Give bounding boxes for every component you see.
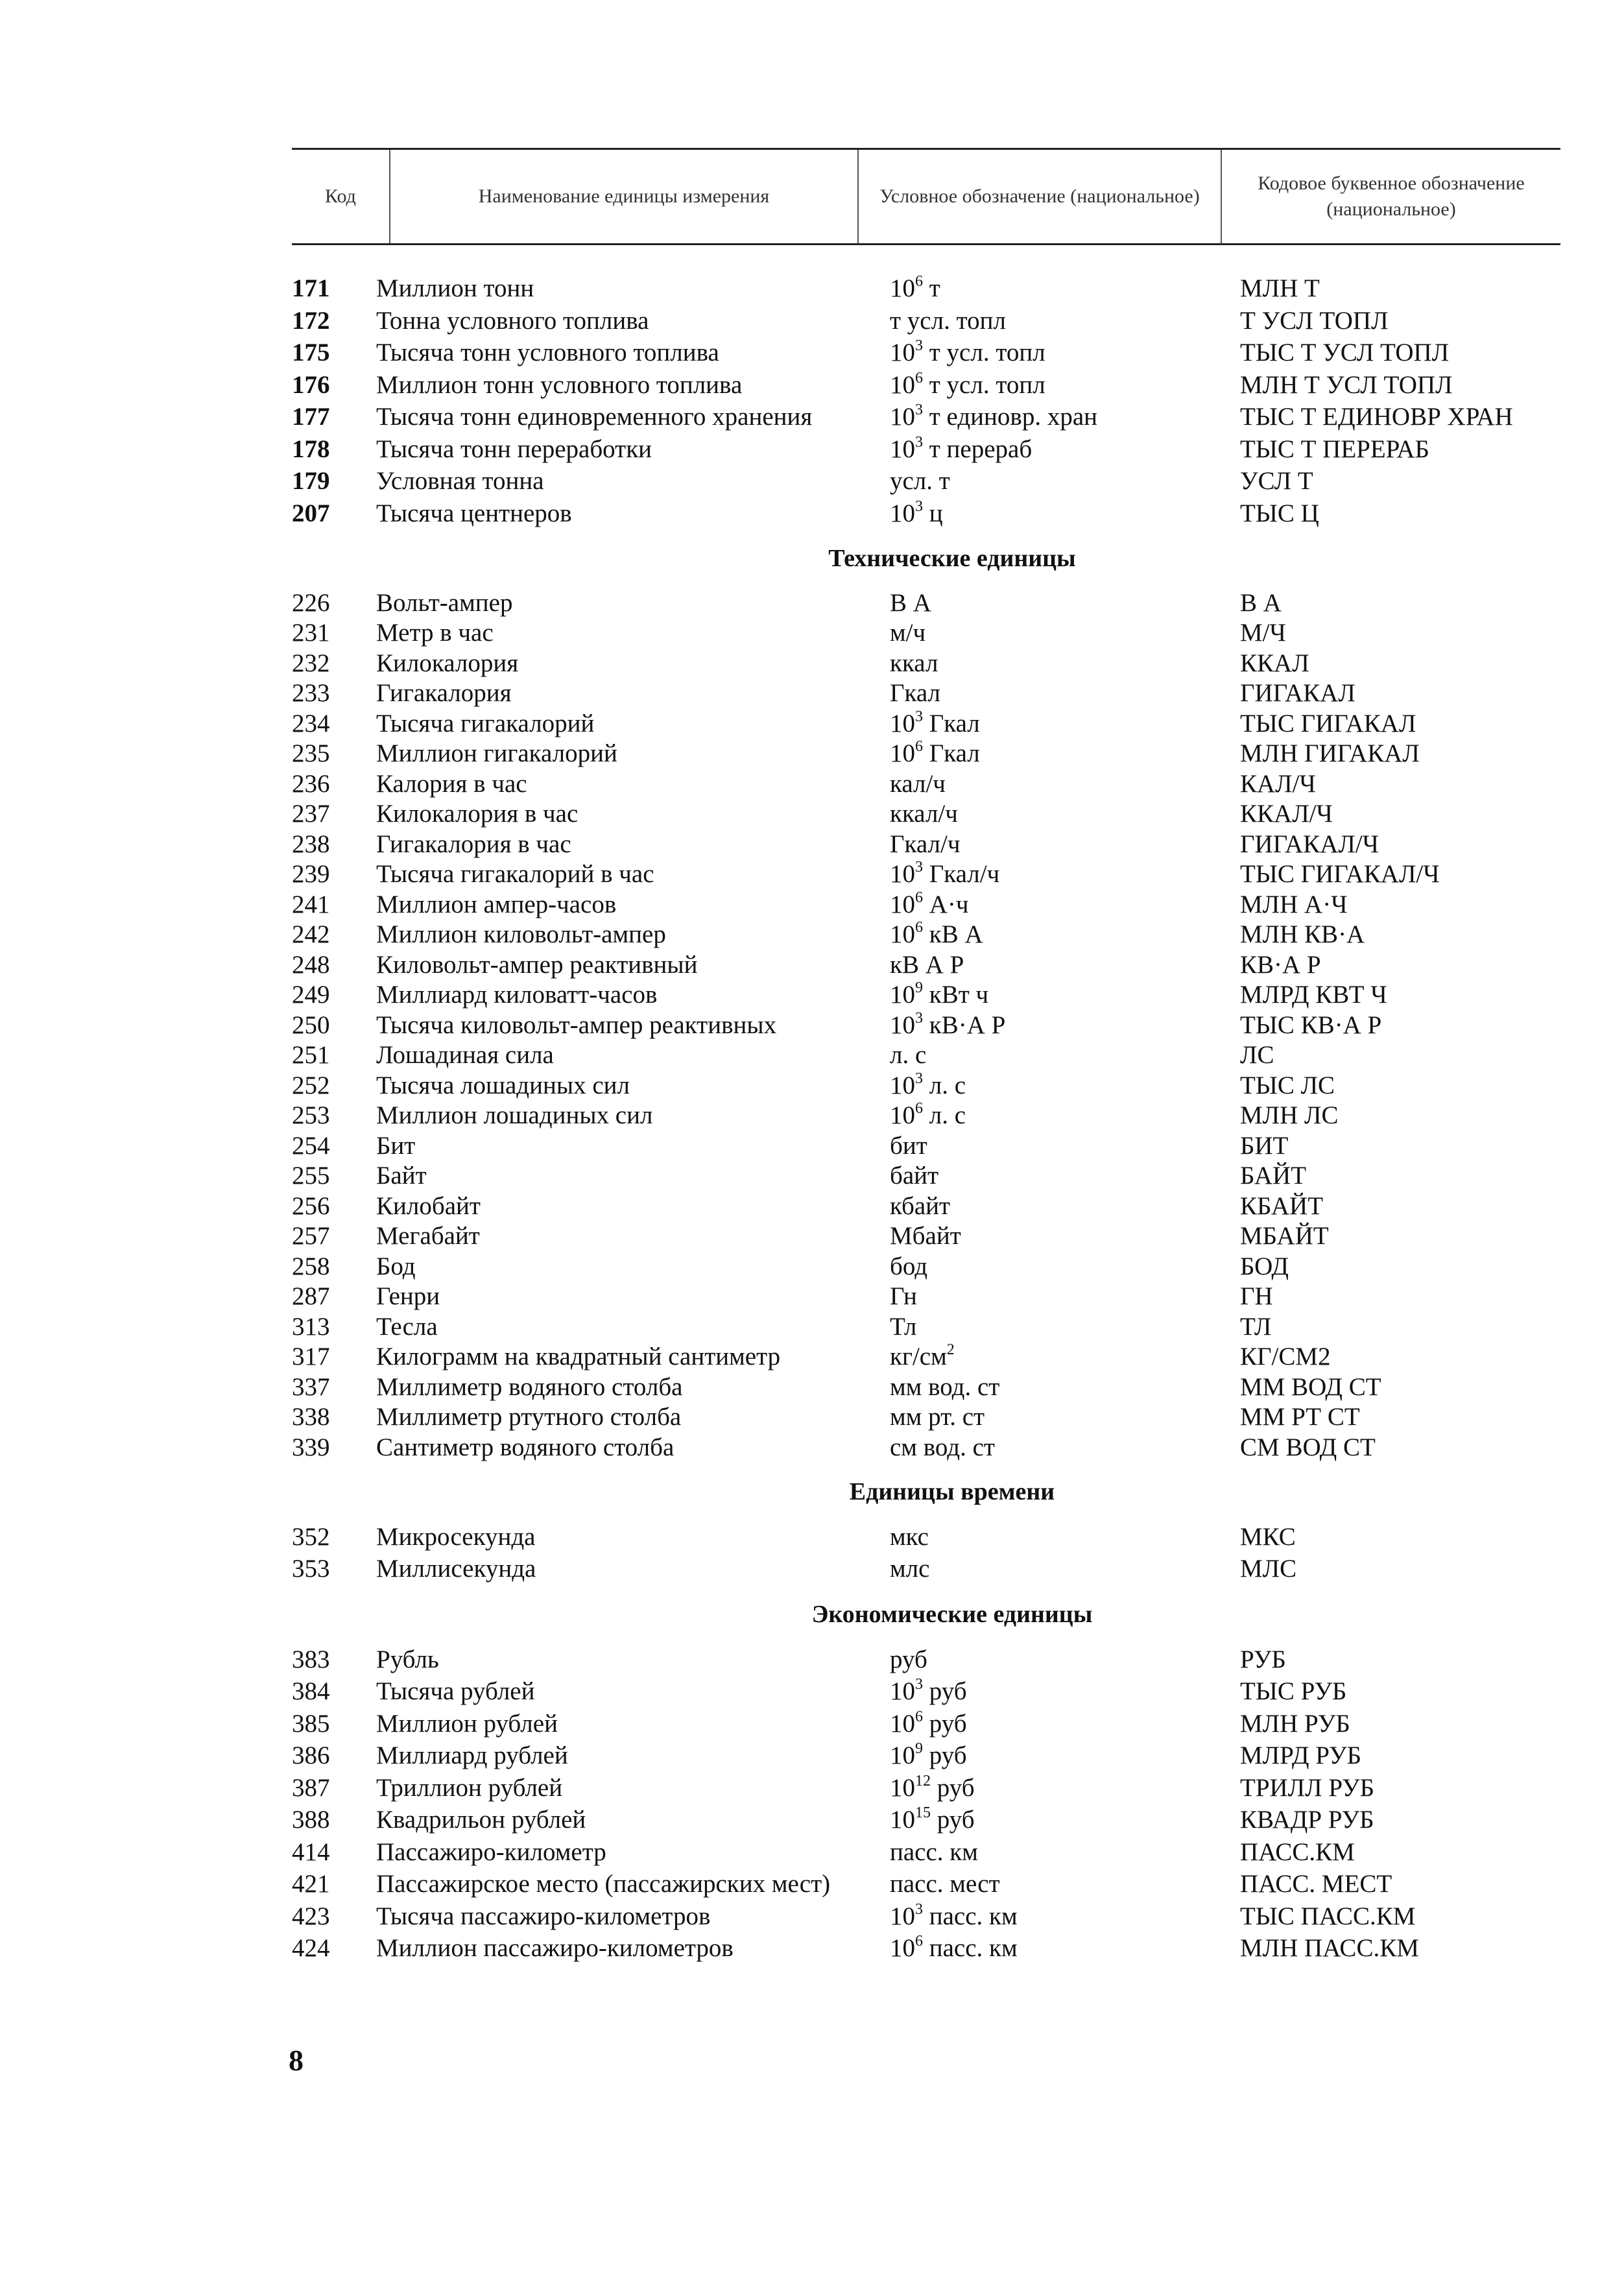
row-symbol: $10^6$ Гкал [890, 738, 980, 768]
header-name: Наименование единицы измерения [389, 150, 857, 243]
table-row [292, 1101, 1560, 1131]
row-code: 239 [292, 860, 330, 889]
row-symbol: Гн [890, 1282, 917, 1311]
header-code: Код [325, 185, 356, 207]
table-row [292, 1372, 1560, 1402]
row-unit-name: Тысяча пассажиро-километров [376, 1902, 711, 1930]
row-code: 385 [292, 1709, 330, 1738]
table-row [292, 1282, 1560, 1312]
row-letter-code: КБАЙТ [1240, 1191, 1324, 1220]
row-unit-name: Тысяча киловольт-ампер реактивных [376, 1011, 777, 1039]
row-symbol: $10^3$ кВ·А Р [890, 1009, 1006, 1039]
row-code: 236 [292, 769, 330, 798]
row-unit-name: Байт [376, 1162, 427, 1190]
row-letter-code: МЛН Т УСЛ ТОПЛ [1240, 370, 1453, 399]
group-mass-units [292, 272, 1560, 529]
row-code: 234 [292, 709, 330, 737]
row-code: 172 [292, 306, 330, 335]
section-heading-economic: Экономические единицы [811, 1600, 1093, 1628]
row-symbol: пасс. км [890, 1837, 978, 1866]
row-unit-name: Тысяча тонн переработки [376, 435, 652, 463]
row-symbol: $10^6$ руб [890, 1708, 967, 1738]
table-row [292, 401, 1560, 433]
row-code: 207 [292, 499, 330, 527]
row-unit-name: Тонна условного топлива [376, 306, 649, 335]
row-code: 171 [292, 274, 330, 303]
row-symbol: кВ А Р [890, 950, 964, 979]
row-code: 237 [292, 800, 330, 828]
row-letter-code: ТЛ [1240, 1312, 1272, 1341]
row-unit-name: Миллион тонн [376, 274, 534, 303]
row-unit-name: Генри [376, 1282, 440, 1311]
table-body [292, 272, 1560, 1965]
row-unit-name: Килокалория [376, 649, 519, 677]
row-symbol: Тл [890, 1312, 917, 1341]
page-number: 8 [289, 2044, 304, 2077]
row-letter-code: ММ РТ СТ [1240, 1403, 1360, 1431]
row-symbol: руб [890, 1645, 927, 1673]
row-code: 178 [292, 435, 330, 463]
row-symbol: $10^9$ руб [890, 1740, 967, 1770]
row-unit-name: Гигакалория [376, 679, 512, 708]
row-symbol: $10^6$ т усл. топл [890, 369, 1045, 399]
row-letter-code: ТЫС Т ЕДИНОВР ХРАН [1240, 403, 1513, 431]
row-unit-name: Миллион тонн условного топлива [376, 370, 743, 399]
row-letter-code: МБАЙТ [1240, 1222, 1329, 1250]
table-row [292, 1772, 1560, 1804]
row-unit-name: Миллиард рублей [376, 1741, 568, 1770]
table-row [292, 1553, 1560, 1585]
row-unit-name: Вольт-ампер [376, 588, 513, 617]
row-symbol: м/ч [890, 619, 926, 647]
row-letter-code: ТЫС КВ·А Р [1240, 1011, 1382, 1039]
row-unit-name: Миллисекунда [376, 1555, 536, 1583]
row-code: 176 [292, 370, 330, 399]
row-unit-name: Рубль [376, 1645, 439, 1673]
row-code: 250 [292, 1011, 330, 1039]
row-code: 387 [292, 1773, 330, 1802]
table-row [292, 1221, 1560, 1252]
row-symbol: пасс. мест [890, 1870, 1000, 1898]
row-unit-name: Бит [376, 1131, 416, 1160]
row-symbol: ккал/ч [890, 800, 958, 828]
table-row [292, 1070, 1560, 1101]
row-unit-name: Калория в час [376, 769, 527, 798]
row-code: 249 [292, 981, 330, 1009]
row-letter-code: СМ ВОД СТ [1240, 1433, 1376, 1461]
document-page [292, 148, 1560, 1965]
row-symbol: $10^3$ Гкал [890, 708, 980, 737]
row-code: 175 [292, 339, 330, 367]
row-code: 252 [292, 1071, 330, 1099]
row-symbol: млс [890, 1555, 930, 1583]
table-row [292, 1675, 1560, 1708]
table-row [292, 1311, 1560, 1342]
table-row [292, 1804, 1560, 1836]
row-letter-code: БИТ [1240, 1131, 1289, 1160]
table-row [292, 369, 1560, 401]
row-symbol: $10^3$ т единовр. хран [890, 401, 1098, 431]
row-code: 253 [292, 1101, 330, 1130]
group-technical-units [292, 588, 1560, 1463]
row-symbol: В А [890, 588, 931, 617]
row-unit-name: Тысяча центнеров [376, 499, 572, 527]
row-symbol: кал/ч [890, 769, 946, 798]
row-code: 241 [292, 890, 330, 918]
row-code: 287 [292, 1282, 330, 1311]
row-symbol: см вод. ст [890, 1433, 995, 1461]
row-unit-name: Миллиметр ртутного столба [376, 1403, 682, 1431]
table-row [292, 859, 1560, 890]
table-row [292, 950, 1560, 980]
table-row [292, 433, 1560, 466]
row-code: 338 [292, 1403, 330, 1431]
row-symbol: $10^3$ т перераб [890, 433, 1033, 463]
row-letter-code: МЛН ПАСС.КМ [1240, 1934, 1419, 1963]
table-row [292, 920, 1560, 950]
table-row [292, 799, 1560, 830]
row-letter-code: ТЫС ГИГАКАЛ/Ч [1240, 860, 1440, 889]
row-code: 233 [292, 679, 330, 708]
table-row [292, 739, 1560, 769]
row-letter-code: МЛН ЛС [1240, 1101, 1339, 1130]
row-unit-name: Миллион рублей [376, 1709, 558, 1738]
row-code: 238 [292, 830, 330, 858]
table-row [292, 1740, 1560, 1772]
table-row [292, 1131, 1560, 1161]
row-code: 235 [292, 739, 330, 768]
table-row [292, 1868, 1560, 1900]
row-symbol: Гкал/ч [890, 830, 961, 858]
row-code: 313 [292, 1312, 330, 1341]
row-code: 388 [292, 1806, 330, 1834]
row-letter-code: ПАСС.КМ [1240, 1837, 1355, 1866]
row-letter-code: ТЫС Т УСЛ ТОПЛ [1240, 339, 1450, 367]
row-unit-name: Тысяча тонн условного топлива [376, 339, 719, 367]
row-letter-code: ТЫС ПАСС.КМ [1240, 1902, 1416, 1930]
row-symbol: Гкал [890, 679, 941, 708]
row-symbol: $10^3$ ц [890, 497, 943, 527]
table-row [292, 769, 1560, 799]
row-symbol: бод [890, 1252, 928, 1280]
row-letter-code: ГИГАКАЛ [1240, 679, 1355, 708]
row-unit-name: Тысяча лошадиных сил [376, 1071, 630, 1099]
row-unit-name: Микросекунда [376, 1522, 536, 1551]
row-letter-code: МЛН Т [1240, 274, 1320, 303]
row-letter-code: М/Ч [1240, 619, 1286, 647]
row-letter-code: ТЫС ГИГАКАЛ [1240, 709, 1416, 737]
row-letter-code: МЛН РУБ [1240, 1709, 1350, 1738]
row-symbol: $10^3$ л. с [890, 1070, 966, 1099]
row-letter-code: КВАДР РУБ [1240, 1806, 1374, 1834]
row-unit-name: Тысяча гигакалорий в час [376, 860, 654, 889]
row-symbol: мкс [890, 1522, 929, 1551]
row-unit-name: Гигакалория в час [376, 830, 571, 858]
header-symbol: Условное обозначение (национальное) [857, 150, 1221, 243]
row-symbol: $10^6$ кВ А [890, 919, 983, 949]
row-unit-name: Пассажиро-километр [376, 1837, 606, 1866]
row-unit-name: Метр в час [376, 619, 494, 647]
row-letter-code: ПАСС. МЕСТ [1240, 1870, 1392, 1898]
row-symbol: $10^3$ т усл. топл [890, 337, 1045, 367]
table-row [292, 465, 1560, 497]
table-row [292, 305, 1560, 337]
row-symbol: кбайт [890, 1191, 951, 1220]
table-row [292, 1900, 1560, 1933]
row-code: 337 [292, 1372, 330, 1401]
row-code: 255 [292, 1162, 330, 1190]
row-code: 339 [292, 1433, 330, 1461]
row-symbol: мм вод. ст [890, 1372, 1000, 1401]
row-letter-code: ЛС [1240, 1041, 1274, 1070]
table-row [292, 678, 1560, 709]
header-letter-code: Кодовое буквенное обозначение (национальное) [1221, 150, 1560, 243]
row-symbol: $кг/см^2$ [890, 1341, 955, 1371]
row-code: 421 [292, 1870, 330, 1898]
row-unit-name: Килобайт [376, 1191, 481, 1220]
row-code: 353 [292, 1555, 330, 1583]
row-letter-code: В А [1240, 588, 1282, 617]
row-symbol: $10^3$ Гкал/ч [890, 859, 1000, 889]
row-unit-name: Тысяча тонн единовременного хранения [376, 403, 813, 431]
row-code: 424 [292, 1934, 330, 1963]
row-letter-code: БОД [1240, 1252, 1289, 1280]
row-code: 257 [292, 1222, 330, 1250]
row-code: 256 [292, 1191, 330, 1220]
table-row [292, 1521, 1560, 1553]
row-letter-code: ТЫС Ц [1240, 499, 1319, 527]
table-row [292, 648, 1560, 678]
row-symbol: $10^6$ т [890, 273, 940, 303]
row-code: 248 [292, 950, 330, 979]
table-row [292, 889, 1560, 920]
row-unit-name: Бод [376, 1252, 416, 1280]
row-letter-code: МЛС [1240, 1555, 1297, 1583]
row-symbol: $10^6$ А·ч [890, 889, 969, 918]
row-letter-code: КАЛ/Ч [1240, 769, 1316, 798]
row-symbol: бит [890, 1131, 927, 1160]
row-code: 384 [292, 1677, 330, 1706]
row-unit-name: Миллион киловольт-ампер [376, 920, 666, 949]
row-symbol: Мбайт [890, 1222, 961, 1250]
table-row [292, 588, 1560, 618]
row-symbol: $10^{15}$ руб [890, 1804, 975, 1834]
row-code: 179 [292, 467, 330, 496]
table-row [292, 272, 1560, 305]
row-letter-code: МЛРД РУБ [1240, 1741, 1361, 1770]
row-unit-name: Тысяча рублей [376, 1677, 535, 1706]
row-code: 226 [292, 588, 330, 617]
row-unit-name: Условная тонна [376, 467, 544, 496]
table-row [292, 829, 1560, 859]
table-row [292, 1191, 1560, 1221]
row-unit-name: Миллион лошадиных сил [376, 1101, 653, 1130]
row-code: 231 [292, 619, 330, 647]
table-row [292, 1251, 1560, 1282]
row-code: 254 [292, 1131, 330, 1160]
row-symbol: л. с [890, 1041, 927, 1070]
row-code: 242 [292, 920, 330, 949]
row-unit-name: Миллион гигакалорий [376, 739, 617, 768]
row-letter-code: КГ/СМ2 [1240, 1343, 1331, 1371]
row-letter-code: МКС [1240, 1522, 1296, 1551]
table-row [292, 1161, 1560, 1191]
table-row [292, 1932, 1560, 1965]
table-row [292, 1836, 1560, 1869]
row-letter-code: КВ·А Р [1240, 950, 1321, 979]
row-unit-name: Сантиметр водяного столба [376, 1433, 675, 1461]
table-row [292, 1010, 1560, 1040]
row-letter-code: ТЫС РУБ [1240, 1677, 1347, 1706]
row-code: 423 [292, 1902, 330, 1930]
row-code: 251 [292, 1041, 330, 1070]
row-code: 414 [292, 1837, 330, 1866]
table-row [292, 337, 1560, 369]
row-symbol: $10^6$ пасс. км [890, 1933, 1018, 1963]
row-code: 232 [292, 649, 330, 677]
table-row [292, 1644, 1560, 1676]
row-code: 352 [292, 1522, 330, 1551]
row-letter-code: ГН [1240, 1282, 1273, 1311]
row-letter-code: ММ ВОД СТ [1240, 1372, 1381, 1401]
table-row [292, 618, 1560, 649]
row-letter-code: МЛН А·Ч [1240, 890, 1348, 918]
table-header [292, 150, 1560, 243]
table-row [292, 980, 1560, 1011]
row-unit-name: Триллион рублей [376, 1773, 563, 1802]
row-code: 177 [292, 403, 330, 431]
row-symbol: усл. т [890, 467, 950, 496]
table-row [292, 1432, 1560, 1463]
row-unit-name: Миллиметр водяного столба [376, 1372, 683, 1401]
row-symbol: $10^{12}$ руб [890, 1772, 975, 1802]
row-unit-name: Миллион ампер-часов [376, 890, 617, 918]
row-unit-name: Тесла [376, 1312, 438, 1341]
row-symbol: $10^3$ руб [890, 1676, 967, 1706]
table-row [292, 1040, 1560, 1071]
row-unit-name: Мегабайт [376, 1222, 480, 1250]
row-symbol: $10^3$ пасс. км [890, 1900, 1018, 1930]
row-unit-name: Лошадиная сила [376, 1041, 554, 1070]
row-symbol: т усл. топл [890, 306, 1006, 335]
table-row [292, 497, 1560, 530]
row-letter-code: Т УСЛ ТОПЛ [1240, 306, 1389, 335]
section-heading-time: Единицы времени [849, 1477, 1055, 1505]
section-heading-technical: Технические единицы [828, 545, 1076, 572]
group-time-units [292, 1521, 1560, 1585]
row-letter-code: ГИГАКАЛ/Ч [1240, 830, 1379, 858]
row-symbol: ккал [890, 649, 938, 677]
row-letter-code: МЛН КВ·А [1240, 920, 1365, 949]
table-row [292, 1342, 1560, 1372]
row-unit-name: Киловольт-ампер реактивный [376, 950, 698, 979]
row-letter-code: ТЫС Т ПЕРЕРАБ [1240, 435, 1429, 463]
table-row [292, 1402, 1560, 1433]
row-symbol: мм рт. ст [890, 1403, 985, 1431]
row-letter-code: МЛРД КВТ Ч [1240, 981, 1387, 1009]
row-code: 383 [292, 1645, 330, 1673]
row-unit-name: Квадрильон рублей [376, 1806, 586, 1834]
row-symbol: $10^9$ кВт ч [890, 979, 989, 1009]
row-code: 317 [292, 1343, 330, 1371]
row-letter-code: УСЛ Т [1240, 467, 1313, 496]
group-economic-units [292, 1644, 1560, 1965]
row-unit-name: Килокалория в час [376, 800, 579, 828]
row-code: 386 [292, 1741, 330, 1770]
row-letter-code: РУБ [1240, 1645, 1286, 1673]
row-letter-code: ККАЛ [1240, 649, 1309, 677]
row-letter-code: ТРИЛЛ РУБ [1240, 1773, 1375, 1802]
row-letter-code: МЛН ГИГАКАЛ [1240, 739, 1420, 768]
row-unit-name: Миллион пассажиро-километров [376, 1934, 734, 1963]
row-symbol: $10^6$ л. с [890, 1100, 966, 1130]
row-letter-code: ККАЛ/Ч [1240, 800, 1333, 828]
row-code: 258 [292, 1252, 330, 1280]
row-unit-name: Пассажирское место (пассажирских мест) [376, 1870, 831, 1898]
table-row [292, 708, 1560, 739]
row-symbol: байт [890, 1162, 939, 1190]
row-letter-code: ТЫС ЛС [1240, 1071, 1335, 1099]
row-unit-name: Миллиард киловатт-часов [376, 981, 658, 1009]
row-unit-name: Килограмм на квадратный сантиметр [376, 1343, 781, 1371]
row-unit-name: Тысяча гигакалорий [376, 709, 595, 737]
table-header-rule [292, 243, 1560, 245]
table-row [292, 1708, 1560, 1740]
row-letter-code: БАЙТ [1240, 1162, 1307, 1190]
